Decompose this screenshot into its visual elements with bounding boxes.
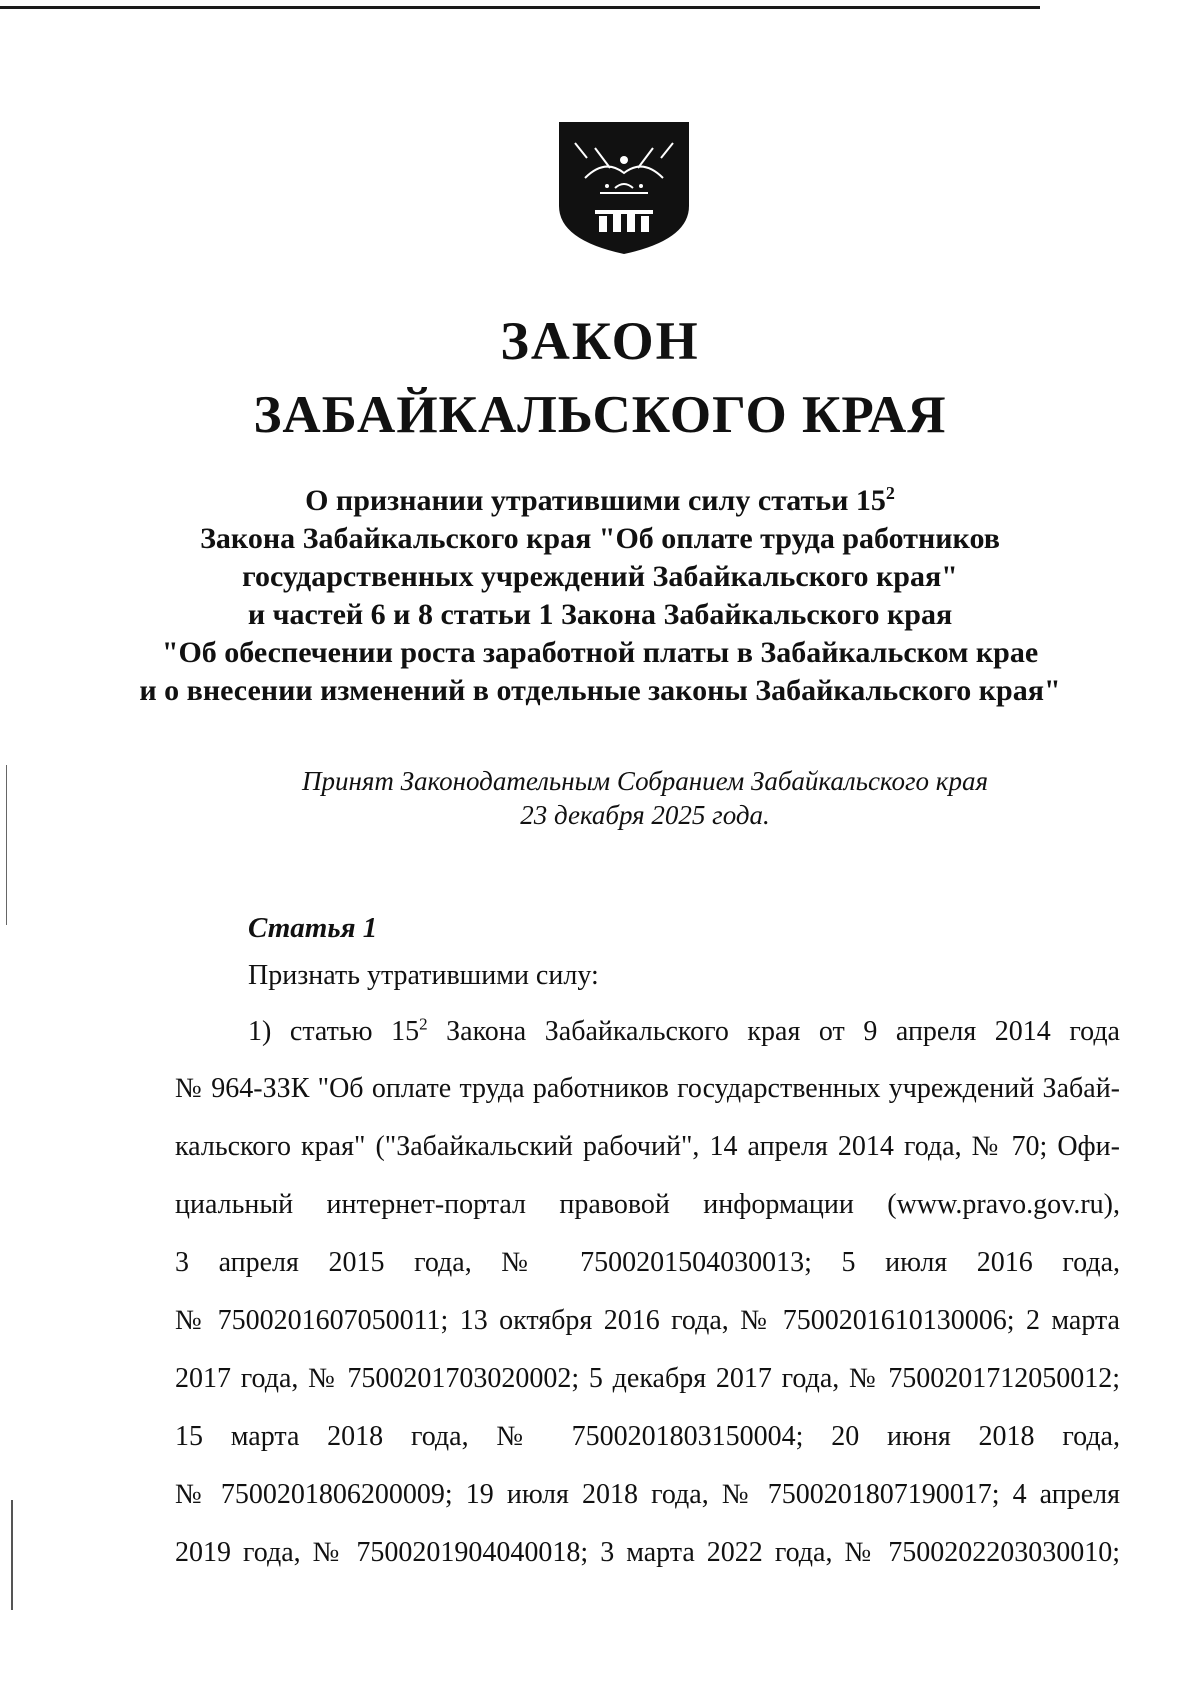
adoption-note <box>0 764 1200 832</box>
article-body-line: циальный интернет-портал правовой информации (www.pravo.gov.ru), <box>175 1189 1120 1220</box>
coat-of-arms-icon <box>555 118 693 258</box>
article-body-line: 3 апреля 2015 года, № 7500201504030013; 5 июля 2016 года, <box>175 1247 1120 1278</box>
subject-line-6: и о внесении изменений в отдельные законы Забайкальского края" <box>139 674 1061 707</box>
article-body-line: № 7500201607050011; 13 октября 2016 года, № 7500201610130006; 2 марта <box>175 1305 1120 1336</box>
article-body-line: 2017 года, № 7500201703020002; 5 декабря 2017 года, № 7500201712050012; <box>175 1363 1120 1394</box>
subject-line-1: О признании утратившими силу статьи $15^2$ <box>305 483 895 517</box>
article-body-line: № 7500201806200009; 19 июля 2018 года, № 7500201807190017; 4 апреля <box>175 1479 1120 1510</box>
article-intro: Признать утратившими силу: <box>248 960 599 991</box>
article-body-line: кальского края" ("Забайкальский рабочий", 14 апреля 2014 года, № 70; Офи- <box>175 1131 1120 1162</box>
document-title: ЗАКОН <box>500 311 700 371</box>
scan-margin-mark <box>11 1500 13 1610</box>
document-region-title: ЗАБАЙКАЛЬСКОГО КРАЯ <box>253 386 947 444</box>
subject-line-2: Закона Забайкальского края "Об оплате труда работников <box>200 522 1000 555</box>
article-body-line: 15 марта 2018 года, № 7500201803150004; 20 июня 2018 года, <box>175 1421 1120 1452</box>
adoption-line-1: Принят Законодательным Собранием Забайкальского края <box>301 766 988 796</box>
article-heading: Статья 1 <box>248 912 378 944</box>
subject-line-5: "Об обеспечении роста заработной платы в Забайкальском крае <box>161 636 1039 669</box>
article-body-line: № 964-ЗЗК "Об оплате труда работников государственных учреждений Забай- <box>175 1073 1120 1104</box>
subject-line-3: государственных учреждений Забайкальского края" <box>242 560 958 593</box>
subject-line-4: и частей 6 и 8 статьи 1 Закона Забайкальского края <box>247 598 953 631</box>
law-subject <box>0 482 1200 710</box>
adoption-date: 23 декабря 2025 года. <box>520 800 770 830</box>
article-body-line: 2019 года, № 7500201904040018; 3 марта 2022 года, № 7500202203030010; <box>175 1537 1120 1568</box>
article-item-1: 1) статью $15^2$ Закона Забайкальского края от 9 апреля 2014 года <box>248 1014 1120 1047</box>
top-scan-border <box>0 6 1040 9</box>
